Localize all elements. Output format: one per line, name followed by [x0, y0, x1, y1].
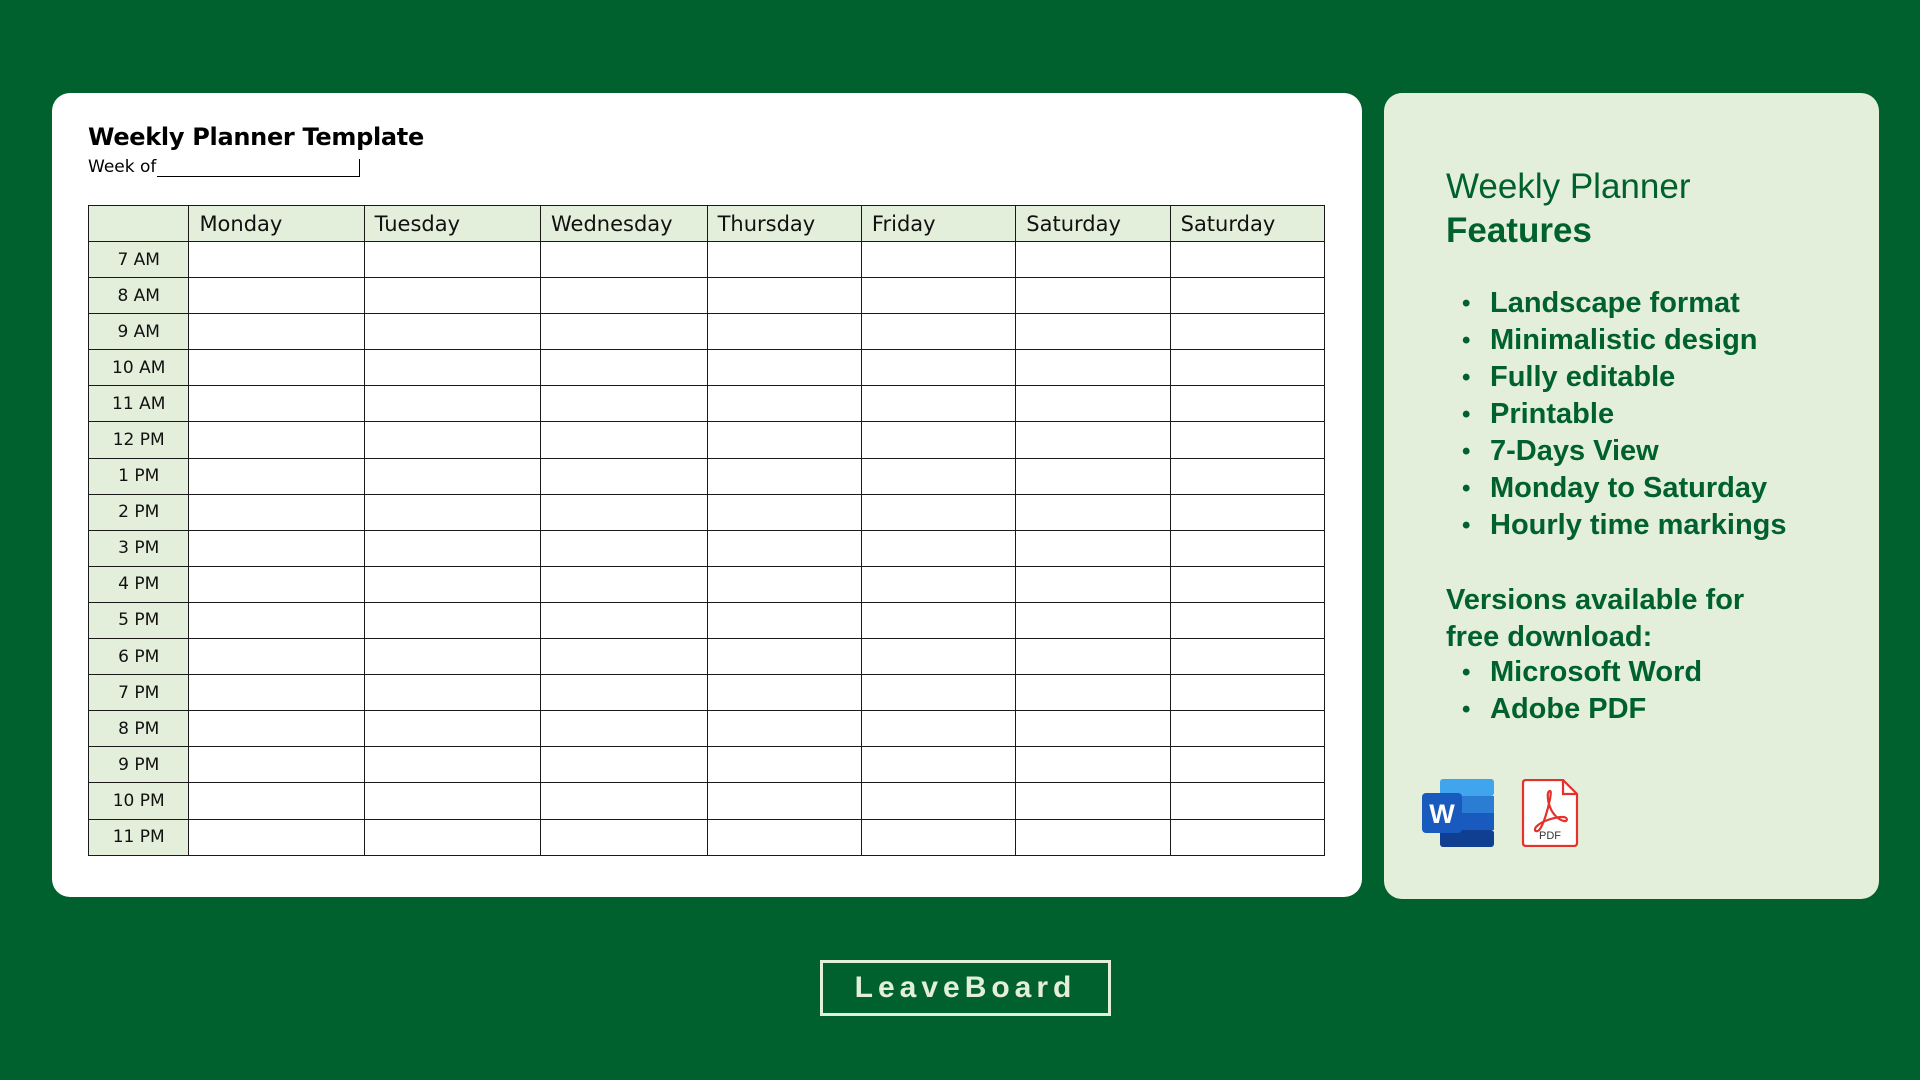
planner-slot[interactable] [540, 783, 707, 819]
day-header-tuesday: Tuesday [364, 206, 540, 242]
planner-slot[interactable] [540, 422, 707, 458]
time-label: 10 AM [89, 350, 189, 386]
planner-slot[interactable] [707, 783, 861, 819]
planner-slot[interactable] [1170, 278, 1324, 314]
bullet-icon: • [1462, 659, 1471, 686]
time-row [89, 711, 1325, 747]
time-row [89, 386, 1325, 422]
planner-slot[interactable] [189, 675, 364, 711]
planner-slot[interactable] [189, 242, 364, 278]
planner-slot[interactable] [364, 675, 540, 711]
feature-item [1462, 359, 1787, 396]
time-row [89, 566, 1325, 602]
feature-item [1462, 322, 1787, 359]
planner-slot[interactable] [707, 494, 861, 530]
planner-slot[interactable] [861, 711, 1015, 747]
feature-label: Printable [1490, 398, 1615, 430]
feature-item [1462, 433, 1787, 470]
planner-slot[interactable] [364, 566, 540, 602]
planner-slot[interactable] [1170, 422, 1324, 458]
planner-slot[interactable] [189, 422, 364, 458]
planner-slot[interactable] [364, 747, 540, 783]
planner-slot[interactable] [1170, 494, 1324, 530]
planner-slot[interactable] [707, 747, 861, 783]
time-label: 11 PM [89, 819, 189, 855]
planner-slot[interactable] [189, 639, 364, 675]
planner-slot[interactable] [707, 530, 861, 566]
planner-slot[interactable] [707, 350, 861, 386]
planner-slot[interactable] [1016, 747, 1170, 783]
planner-slot[interactable] [1016, 639, 1170, 675]
features-list [1462, 285, 1787, 544]
planner-slot[interactable] [540, 458, 707, 494]
planner-slot[interactable] [364, 242, 540, 278]
planner-template-preview [52, 93, 1362, 897]
planner-slot[interactable] [189, 494, 364, 530]
planner-slot[interactable] [1170, 530, 1324, 566]
planner-slot[interactable] [540, 711, 707, 747]
feature-label: Landscape format [1490, 287, 1740, 319]
planner-slot[interactable] [189, 747, 364, 783]
planner-slot[interactable] [1016, 494, 1170, 530]
time-label: 5 PM [89, 602, 189, 638]
day-header-wednesday: Wednesday [540, 206, 707, 242]
bullet-icon: • [1462, 401, 1471, 428]
time-row [89, 422, 1325, 458]
planner-slot[interactable] [1016, 819, 1170, 855]
planner-slot[interactable] [1170, 675, 1324, 711]
planner-slot[interactable] [1016, 566, 1170, 602]
planner-slot[interactable] [861, 639, 1015, 675]
planner-slot[interactable] [1170, 819, 1324, 855]
time-label: 8 AM [89, 278, 189, 314]
time-row [89, 675, 1325, 711]
download-label: Adobe PDF [1490, 693, 1647, 725]
time-row [89, 242, 1325, 278]
feature-item [1462, 285, 1787, 322]
features-heading-line1: Weekly Planner [1446, 167, 1691, 206]
day-header-monday: Monday [189, 206, 364, 242]
time-row [89, 278, 1325, 314]
bullet-icon: • [1462, 327, 1471, 354]
planner-slot[interactable] [540, 530, 707, 566]
time-label: 9 PM [89, 747, 189, 783]
week-of-field [88, 157, 360, 177]
time-label: 3 PM [89, 530, 189, 566]
planner-slot[interactable] [364, 314, 540, 350]
adobe-pdf-icon[interactable] [1521, 779, 1579, 847]
planner-slot[interactable] [364, 278, 540, 314]
versions-line2: free download: [1446, 621, 1653, 653]
time-row [89, 494, 1325, 530]
planner-slot[interactable] [364, 783, 540, 819]
bullet-icon: • [1462, 475, 1471, 502]
time-label: 7 AM [89, 242, 189, 278]
day-header-thursday: Thursday [707, 206, 861, 242]
time-label: 4 PM [89, 566, 189, 602]
planner-slot[interactable] [189, 350, 364, 386]
time-row [89, 783, 1325, 819]
planner-slot[interactable] [1016, 783, 1170, 819]
planner-slot[interactable] [364, 422, 540, 458]
planner-slot[interactable] [189, 783, 364, 819]
planner-slot[interactable] [1170, 314, 1324, 350]
planner-slot[interactable] [707, 278, 861, 314]
pdf-icon-label: PDF [1539, 830, 1561, 842]
time-row [89, 602, 1325, 638]
planner-slot[interactable] [1170, 639, 1324, 675]
planner-slot[interactable] [364, 386, 540, 422]
time-rows [89, 242, 1325, 856]
time-row [89, 458, 1325, 494]
time-label: 6 PM [89, 639, 189, 675]
planner-slot[interactable] [707, 819, 861, 855]
word-icon-letter: W [1429, 799, 1455, 829]
planner-slot[interactable] [861, 494, 1015, 530]
planner-slot[interactable] [189, 458, 364, 494]
bullet-icon: • [1462, 696, 1471, 723]
planner-slot[interactable] [861, 458, 1015, 494]
planner-grid [88, 205, 1325, 856]
time-label: 12 PM [89, 422, 189, 458]
planner-slot[interactable] [861, 242, 1015, 278]
planner-slot[interactable] [1016, 602, 1170, 638]
feature-item [1462, 507, 1787, 544]
planner-slot[interactable] [1016, 350, 1170, 386]
feature-label: 7-Days View [1490, 435, 1659, 467]
time-label: 2 PM [89, 494, 189, 530]
planner-slot[interactable] [189, 314, 364, 350]
planner-slot[interactable] [707, 242, 861, 278]
corner-cell [89, 206, 189, 242]
planner-slot[interactable] [540, 314, 707, 350]
planner-slot[interactable] [707, 675, 861, 711]
versions-text [1446, 582, 1744, 656]
feature-label: Hourly time markings [1490, 509, 1787, 541]
time-label: 1 PM [89, 458, 189, 494]
bullet-icon: • [1462, 364, 1471, 391]
planner-slot[interactable] [861, 783, 1015, 819]
brand-logo[interactable]: LeaveBoard [820, 960, 1111, 1016]
planner-slot[interactable] [861, 422, 1015, 458]
planner-slot[interactable] [1170, 602, 1324, 638]
planner-slot[interactable] [861, 386, 1015, 422]
planner-slot[interactable] [707, 602, 861, 638]
download-item [1462, 691, 1702, 728]
planner-slot[interactable] [540, 639, 707, 675]
time-row [89, 350, 1325, 386]
planner-slot[interactable] [364, 494, 540, 530]
planner-slot[interactable] [861, 350, 1015, 386]
planner-slot[interactable] [540, 747, 707, 783]
feature-item [1462, 470, 1787, 507]
planner-slot[interactable] [189, 566, 364, 602]
planner-slot[interactable] [364, 639, 540, 675]
versions-line1: Versions available for [1446, 584, 1745, 616]
planner-slot[interactable] [861, 314, 1015, 350]
time-row [89, 747, 1325, 783]
planner-slot[interactable] [540, 566, 707, 602]
planner-slot[interactable] [861, 278, 1015, 314]
bullet-icon: • [1462, 438, 1471, 465]
planner-slot[interactable] [707, 314, 861, 350]
microsoft-word-icon[interactable] [1422, 779, 1496, 847]
planner-slot[interactable] [540, 278, 707, 314]
time-label: 8 PM [89, 711, 189, 747]
time-label: 7 PM [89, 675, 189, 711]
planner-slot[interactable] [707, 422, 861, 458]
planner-slot[interactable] [540, 819, 707, 855]
planner-slot[interactable] [707, 458, 861, 494]
feature-label: Fully editable [1490, 361, 1676, 393]
planner-slot[interactable] [189, 602, 364, 638]
planner-slot[interactable] [861, 819, 1015, 855]
planner-slot[interactable] [861, 602, 1015, 638]
day-header-saturday: Saturday [1170, 206, 1324, 242]
planner-slot[interactable] [1170, 566, 1324, 602]
time-row [89, 530, 1325, 566]
planner-slot[interactable] [364, 602, 540, 638]
download-label: Microsoft Word [1490, 656, 1703, 688]
planner-slot[interactable] [189, 278, 364, 314]
planner-slot[interactable] [364, 350, 540, 386]
planner-slot[interactable] [189, 819, 364, 855]
planner-slot[interactable] [1170, 350, 1324, 386]
planner-slot[interactable] [1170, 458, 1324, 494]
time-label: 10 PM [89, 783, 189, 819]
planner-slot[interactable] [540, 675, 707, 711]
planner-slot[interactable] [861, 530, 1015, 566]
day-header-row [89, 206, 1325, 242]
planner-slot[interactable] [1016, 711, 1170, 747]
feature-label: Minimalistic design [1490, 324, 1758, 356]
planner-slot[interactable] [540, 602, 707, 638]
features-panel [1384, 93, 1879, 899]
features-heading [1446, 165, 1690, 253]
planner-slot[interactable] [189, 530, 364, 566]
time-row [89, 314, 1325, 350]
bullet-icon: • [1462, 512, 1471, 539]
planner-slot[interactable] [1016, 314, 1170, 350]
planner-slot[interactable] [189, 386, 364, 422]
time-row [89, 819, 1325, 855]
planner-slot[interactable] [1016, 386, 1170, 422]
planner-slot[interactable] [364, 458, 540, 494]
planner-title: Weekly Planner Template [88, 123, 424, 151]
planner-slot[interactable] [1170, 386, 1324, 422]
download-item [1462, 654, 1702, 691]
feature-label: Monday to Saturday [1490, 472, 1768, 504]
week-of-blank-line [157, 159, 360, 177]
planner-slot[interactable] [364, 530, 540, 566]
planner-slot[interactable] [540, 242, 707, 278]
planner-slot[interactable] [364, 711, 540, 747]
planner-slot[interactable] [1016, 242, 1170, 278]
planner-slot[interactable] [707, 711, 861, 747]
day-header-friday: Friday [861, 206, 1015, 242]
planner-slot[interactable] [540, 494, 707, 530]
planner-slot[interactable] [1170, 747, 1324, 783]
planner-slot[interactable] [1016, 422, 1170, 458]
time-label: 11 AM [89, 386, 189, 422]
download-list [1462, 654, 1702, 728]
feature-item [1462, 396, 1787, 433]
planner-slot[interactable] [861, 566, 1015, 602]
planner-slot[interactable] [1016, 458, 1170, 494]
planner-slot[interactable] [861, 675, 1015, 711]
time-row [89, 639, 1325, 675]
planner-slot[interactable] [1170, 783, 1324, 819]
planner-slot[interactable] [707, 386, 861, 422]
planner-slot[interactable] [189, 711, 364, 747]
planner-slot[interactable] [1016, 675, 1170, 711]
planner-slot[interactable] [1170, 711, 1324, 747]
planner-slot[interactable] [861, 747, 1015, 783]
planner-slot[interactable] [1016, 530, 1170, 566]
planner-slot[interactable] [707, 566, 861, 602]
features-heading-line2: Features [1446, 211, 1592, 250]
planner-slot[interactable] [707, 639, 861, 675]
planner-slot[interactable] [540, 386, 707, 422]
planner-slot[interactable] [1016, 278, 1170, 314]
week-of-label: Week of [88, 157, 157, 177]
bullet-icon: • [1462, 290, 1471, 317]
time-label: 9 AM [89, 314, 189, 350]
planner-slot[interactable] [364, 819, 540, 855]
planner-slot[interactable] [540, 350, 707, 386]
day-header-saturday: Saturday [1016, 206, 1170, 242]
planner-slot[interactable] [1170, 242, 1324, 278]
